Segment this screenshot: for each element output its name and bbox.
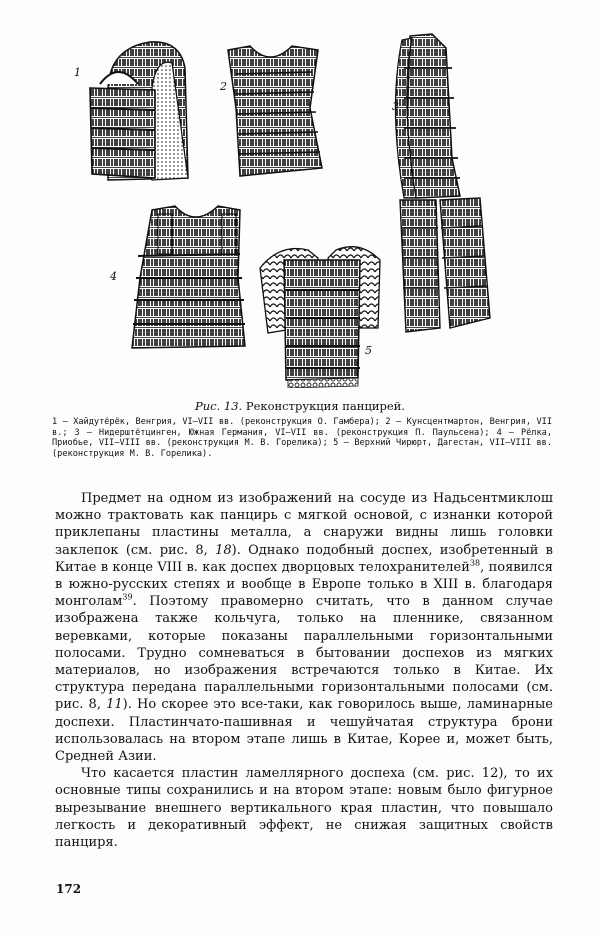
figure-caption-title bbox=[0, 399, 600, 413]
figure-label-1: 1 bbox=[74, 66, 81, 79]
armor-1 bbox=[74, 42, 188, 180]
caption-figure-number: Рис. 13. bbox=[195, 399, 243, 413]
armor-2 bbox=[219, 46, 322, 176]
armor-4 bbox=[109, 206, 245, 348]
figure-caption-body bbox=[52, 417, 552, 459]
figure-label-5: 5 bbox=[365, 344, 372, 357]
armor-illustrations bbox=[60, 28, 530, 388]
paragraph-2: Что касается пластин ламеллярного доспеха (см. рис. 12), то их основные типы сохранились и на втором этапе: новым было фигурное вырезывание внешнего вертикального края пластин, что повышало легкость и декоративный эффект, не снижая защитных свойств панциря. bbox=[55, 766, 553, 851]
main-text bbox=[55, 490, 553, 851]
caption-title-text: Реконструкция панцирей. bbox=[245, 399, 405, 413]
figure-label-3: 3 bbox=[392, 100, 399, 113]
figure-label-4: 4 bbox=[110, 270, 117, 283]
footnote-ref: 39 bbox=[122, 592, 133, 602]
caption-legend: 1 — Хайдутёрёк, Венгрия, VI—VII вв. (реконструкция О. Гамбера); 2 — Кунсцентмартон, Венгрия, VII в.; 3 — Нидерштётцинген, Южная Германия, VI—VII вв. (реконструкция П. Паульсена); 4 — Рёлка, Приобье, VII—VIII вв. (реконструкция М. В. Горелика); 5 — Верхний Чирюрт, Дагестан, VII—VIII вв. (реконструкция М. В. Горелика). bbox=[52, 417, 552, 459]
armor-3 bbox=[392, 34, 490, 332]
figure-ref: 18 bbox=[215, 542, 232, 558]
armor-reconstructions-figure bbox=[60, 28, 530, 388]
paragraph-1: Предмет на одном из изображений на сосуде из Надьсентмиклош можно трактовать как панцирь с мягкой основой, с изнанки которой приклепаны пластины металла, а снаружи видны лишь головки заклепок (см. рис. 8, 18). Однако подобный доспех, изобретенный в Китае в конце VIII в. как доспех дворцовых телохранителей$^{38}$, появился в южно-русских степях и вообще в Европе только в XIII в. благодаря монголам$^{39}$. Поэтому правомерно считать, что в данном случае изображена также кольчуга, только на пленнике, связанном веревками, которые показаны параллельными горизонтальными полосами. Трудно сомневаться в бытовании доспехов из мягких материалов, но изображения встречаются только в Китае. Их структура передана параллельными горизонтальными полосами (см. рис. 8, 11). Но скорее это все-таки, как говорилось выше, ламинарные доспехи. Пластинчато-пашивная и чешуйчатая структура брони использовалась на втором этапе лишь в Китае, Корее и, может быть, Средней Азии. bbox=[55, 491, 554, 765]
footnote-ref: 38 bbox=[469, 558, 481, 568]
figure-ref: 11 bbox=[106, 697, 123, 713]
page-number: 172 bbox=[56, 882, 82, 896]
figure-label-2: 2 bbox=[220, 80, 227, 93]
armor-5 bbox=[260, 247, 380, 388]
